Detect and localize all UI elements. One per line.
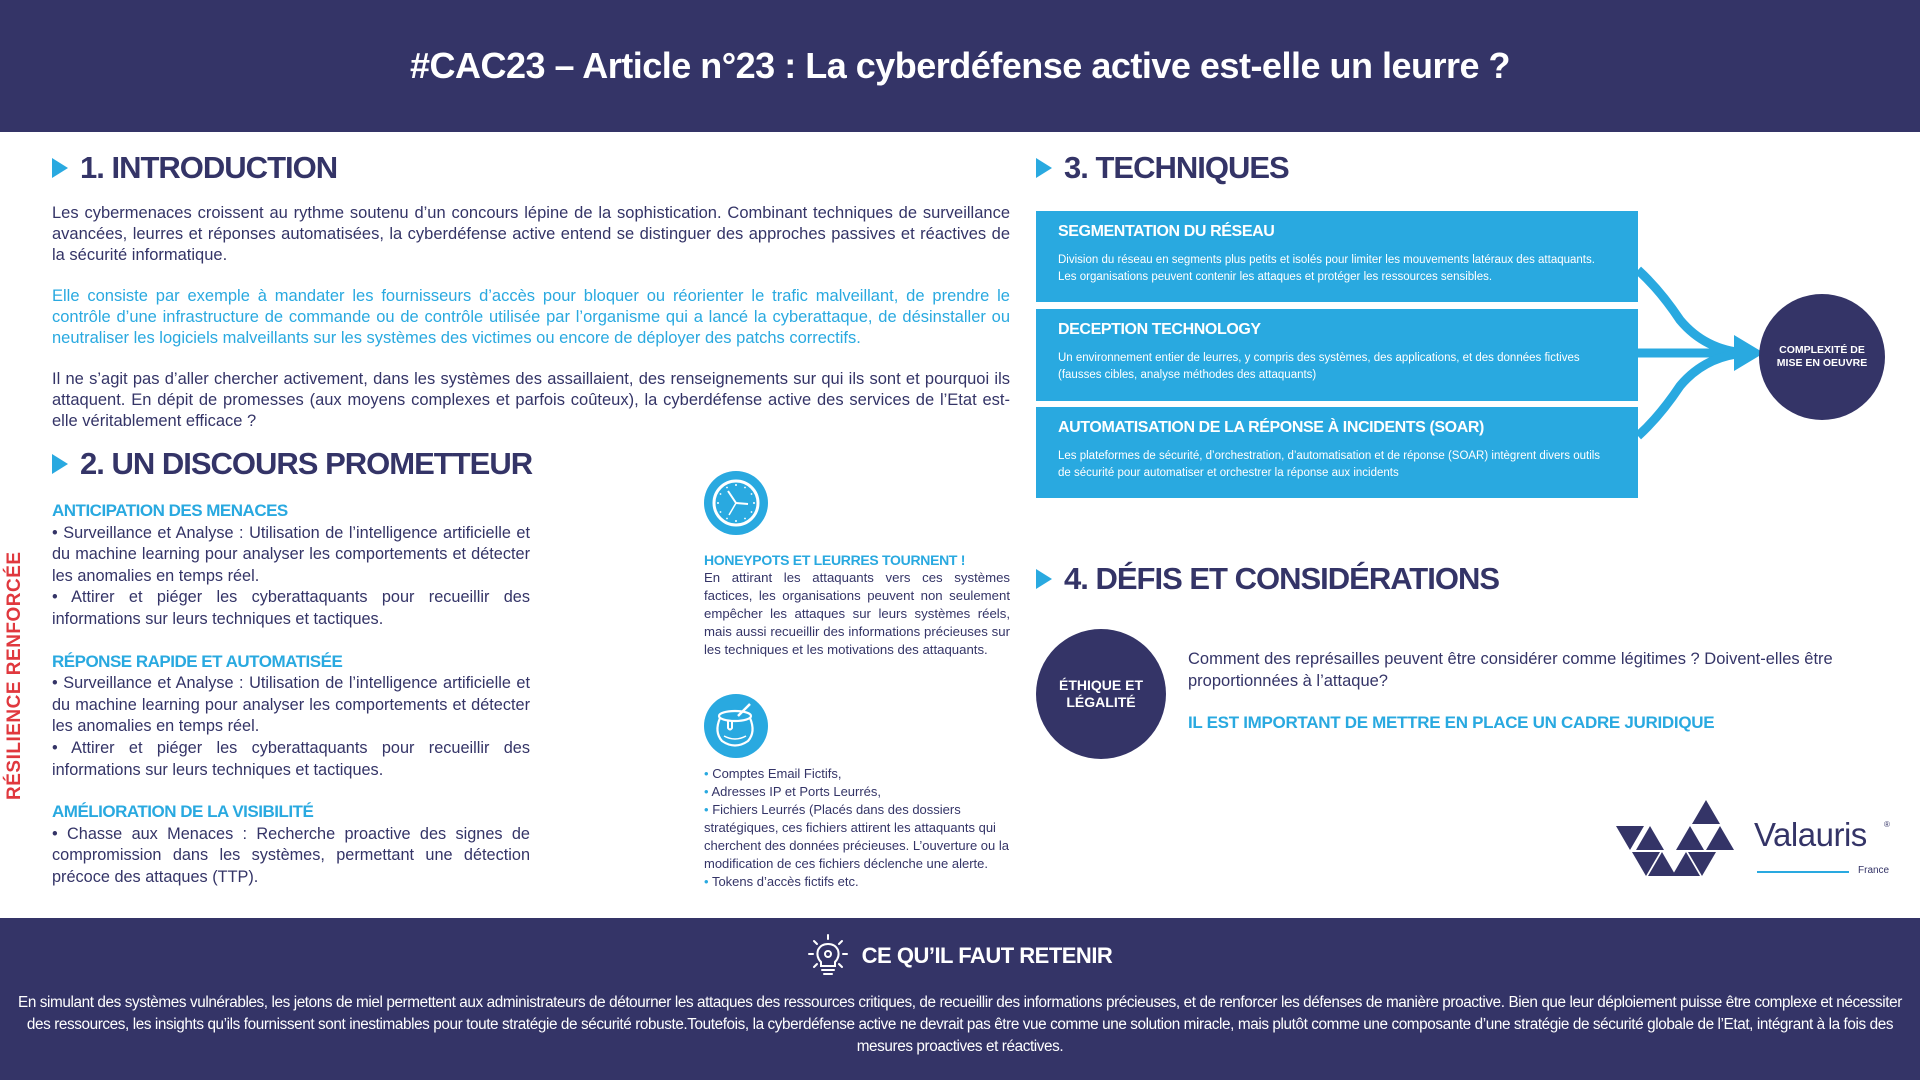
technique-description: Les plateformes de sécurité, d’orchestration, d’automatisation et de réponse (SOAR) intègrent divers outils de sécurité pour automatiser et orchestrer la réponse aux incidents bbox=[1058, 450, 1601, 479]
intro-paragraph: Les cybermenaces croissent au rythme soutenu d’un concours lépine de la sophistication. Combinant techniques de surveillance avancées, leurres et réponses automatisées, la cyberdéfense active entend se distinguer des approches passives et réactives de la sécurité informatique. bbox=[52, 204, 1010, 264]
decoy-item bbox=[704, 873, 1014, 891]
logo-country: France bbox=[1858, 865, 1890, 876]
intro-paragraph-highlight: Elle consiste par exemple à mandater les fournisseurs d’accès pour bloquer ou réorienter le trafic malveillant, de prendre le contrôle d’une infrastructure de commande ou de contrôle utilisée par l’organisme qui a lancé la cyberattaque, de désinstaller ou neutraliser les logiciels malveillants sur les systèmes des victimes ou encore de déployer des patchs correctifs. bbox=[52, 287, 1010, 347]
block-item: • Attirer et piéger les cyberattaquants pour recueillir des informations sur leurs techniques et tactiques. bbox=[52, 588, 530, 628]
intro-paragraph: Il ne s’agit pas d’aller chercher activement, dans les systèmes des assaillaient, des renseignements sur qui ils sont et pourquoi ils attaquent. En dépit de promesses (aux moyens complexes et parfois coûteux), la cyberdéfense active des services de l’Etat est-elle véritablement efficace ? bbox=[52, 370, 1010, 430]
decoy-item bbox=[704, 765, 1014, 783]
discours-block-visibilite bbox=[52, 801, 530, 888]
section-title-text: 4. DÉFIS ET CONSIDÉRATIONS bbox=[1064, 561, 1500, 596]
block-subtitle: ANTICIPATION DES MENACES bbox=[52, 501, 288, 520]
technique-title: DECEPTION TECHNOLOGY bbox=[1058, 321, 1261, 338]
decoy-item-text: Comptes Email Fictifs, bbox=[712, 766, 842, 781]
defis-conclusion: IL EST IMPORTANT DE METTRE EN PLACE UN CADRE JURIDIQUE bbox=[1188, 713, 1715, 732]
ethics-badge-line: ÉTHIQUE ET bbox=[1058, 677, 1143, 693]
logo-wordmark: Valauris bbox=[1754, 816, 1867, 853]
converging-arrow-icon bbox=[1630, 200, 1770, 510]
technique-title: SEGMENTATION DU RÉSEAU bbox=[1058, 223, 1275, 240]
footer-summary bbox=[0, 918, 1920, 1080]
ethics-badge-line: LÉGALITÉ bbox=[1066, 694, 1136, 710]
section-title-text: 3. TECHNIQUES bbox=[1064, 150, 1289, 185]
technique-card-segmentation bbox=[1036, 211, 1638, 302]
footer-title bbox=[0, 934, 1920, 978]
section-title-techniques bbox=[1036, 150, 1289, 186]
footer-title-text: CE QU’IL FAUT RETENIR bbox=[861, 943, 1113, 968]
block-item: • Attirer et piéger les cyberattaquants pour recueillir des informations sur leurs techniques et tactiques. bbox=[52, 738, 530, 779]
valauris-logo-mark-icon bbox=[1614, 800, 1754, 880]
block-subtitle: AMÉLIORATION DE LA VISIBILITÉ bbox=[52, 802, 314, 822]
decoy-item bbox=[704, 801, 1014, 873]
logo-underline bbox=[1757, 871, 1849, 873]
technique-card-deception bbox=[1036, 309, 1638, 401]
section-title-defis bbox=[1036, 561, 1499, 597]
bullet-icon: • bbox=[704, 802, 709, 817]
triangle-bullet-icon bbox=[1036, 158, 1052, 178]
valauris-logo bbox=[1614, 800, 1904, 880]
block-item: • Surveillance et Analyse : Utilisation de l’intelligence artificielle et du machine learning pour analyser les comportements et détecter les anomalies en temps réel. bbox=[52, 674, 530, 736]
honey-pot-icon bbox=[704, 694, 768, 758]
complexity-line: COMPLEXITÉ DE bbox=[1779, 344, 1865, 356]
honeypots-subtitle: HONEYPOTS ET LEURRES TOURNENT ! bbox=[704, 552, 966, 568]
lightbulb-icon bbox=[808, 934, 848, 978]
bullet-icon: • bbox=[704, 874, 709, 889]
block-item: • Surveillance et Analyse : Utilisation de l’intelligence artificielle et du machine learning pour analyser les comportements et détecter les anomalies en temps réel. bbox=[52, 523, 530, 585]
technique-card-soar bbox=[1036, 407, 1638, 498]
side-label-resilience: RÉSILIENCE RENFORCÉE bbox=[4, 551, 25, 800]
complexity-circle bbox=[1759, 294, 1885, 420]
technique-description: Division du réseau en segments plus petits et isolés pour limiter les mouvements latéraux des attaquants. Les organisations peuvent contenir les attaques et protéger les ressources sensibles. bbox=[1058, 254, 1595, 283]
ethics-badge bbox=[1036, 629, 1166, 759]
discours-content bbox=[52, 500, 530, 909]
page-title: #CAC23 – Article n°23 : La cyberdéfense active est-elle un leurre ? bbox=[409, 45, 1511, 86]
section-title-text: 2. UN DISCOURS PROMETTEUR bbox=[80, 446, 533, 481]
defis-question: Comment des représailles peuvent être considérer comme légitimes ? Doivent-elles être proportionnées à l’attaque? bbox=[1188, 650, 1833, 690]
block-subtitle: RÉPONSE RAPIDE ET AUTOMATISÉE bbox=[52, 651, 343, 671]
honeypots-block bbox=[704, 551, 1010, 659]
clock-icon bbox=[704, 471, 768, 535]
triangle-bullet-icon bbox=[52, 158, 68, 178]
triangle-bullet-icon bbox=[1036, 569, 1052, 589]
logo-registered-mark: ® bbox=[1884, 820, 1890, 829]
technique-title: AUTOMATISATION DE LA RÉPONSE À INCIDENTS (SOAR) bbox=[1058, 419, 1484, 436]
honeypots-text: En attirant les attaquants vers ces systèmes factices, les organisations peuvent non seulement empêcher les attaques sur leurs systèmes réels, mais aussi recueillir des informations précieuses sur les techniques et les motivations des attaquants. bbox=[704, 570, 1010, 657]
decoy-item-text: Fichiers Leurrés (Placés dans des dossiers stratégiques, ces fichiers attirent les attaquants qui cherchent des données précieuses. L’ouverture ou la modification de ces fichiers déclenche une alerte. bbox=[704, 802, 1009, 871]
discours-block-anticipation bbox=[52, 500, 530, 631]
section-title-text: 1. INTRODUCTION bbox=[80, 150, 338, 185]
triangle-bullet-icon bbox=[52, 454, 68, 474]
technique-description: Un environnement entier de leurres, y compris des systèmes, des applications, et des données fictives (fausses cibles, analyse méthodes des attaquants) bbox=[1058, 352, 1580, 381]
bullet-icon: • bbox=[704, 766, 709, 781]
introduction-text bbox=[52, 203, 1010, 452]
footer-body-text: En simulant des systèmes vulnérables, les jetons de miel permettent aux administrateurs de détourner les attaques des ressources critiques, de recueillir des informations précieuses, et de renforcer les défenses de manière proactive. Bien que leur déploiement puisse être complexe et nécessiter des ressources, les insights qu’ils fournissent sont inestimables pour toute stratégie de sécurité robuste.Toutefois, la cyberdéfense active ne devrait pas être vue comme une solution miracle, mais plutôt comme une composante d’une stratégie de sécurité globale de l’Etat, intégrant à la fois des mesures proactives et réactives. bbox=[18, 994, 1902, 1055]
block-item: • Chasse aux Menaces : Recherche proactive des signes de compromission dans les systèmes, permettant une détection précoce des attaques (TTP). bbox=[52, 824, 530, 886]
decoy-item-text: Adresses IP et Ports Leurrés, bbox=[711, 784, 882, 799]
complexity-line: MISE EN OEUVRE bbox=[1776, 357, 1868, 369]
section-title-introduction bbox=[52, 150, 337, 186]
section-title-discours bbox=[52, 446, 532, 482]
decoy-item-text: Tokens d’accès fictifs etc. bbox=[711, 874, 859, 889]
decoy-item bbox=[704, 783, 1014, 801]
discours-block-reponse bbox=[52, 651, 530, 782]
bullet-icon: • bbox=[704, 784, 709, 799]
header-banner bbox=[0, 0, 1920, 132]
decoys-list bbox=[704, 765, 1014, 891]
